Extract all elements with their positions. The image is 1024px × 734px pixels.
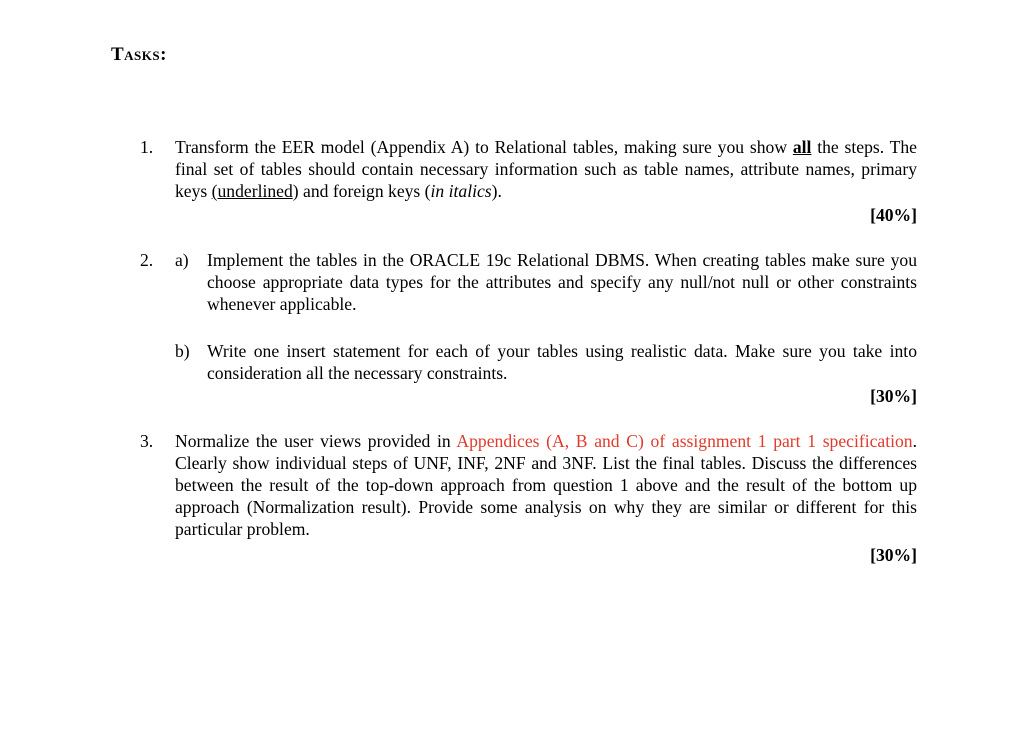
task-weight: [30%] (870, 545, 917, 565)
task-number: 2. (140, 250, 154, 270)
subtask-label: a) (175, 250, 189, 270)
task-number: 1. (140, 137, 154, 157)
page-title: Tasks: (111, 44, 167, 65)
task-text: ) and foreign keys ( (292, 181, 431, 201)
task-body (175, 136, 917, 202)
task-text: ). (491, 181, 502, 201)
task-body (175, 430, 917, 540)
emphasis-text: all (792, 137, 812, 157)
task-text: the steps. The final set of tables should contain necessary information such as table names, attribute names, primary keys (175, 137, 917, 201)
task-weight: [30%] (870, 386, 917, 406)
subtask-body: Write one insert statement for each of your tables using realistic data. Make sure you take into consideration all the necessary constraints. (207, 341, 917, 383)
task-text: Transform the EER model (Appendix A) to Relational tables, making sure you show (175, 137, 793, 157)
task-text: . Clearly show individual steps of UNF, INF, 2NF and 3NF. List the final tables. Discuss the differences between the result of the top-down approach from question 1 above and the result of the bottom up approach (Normalization result). Provide some analysis on why they are similar or different for this particular problem. (175, 431, 917, 539)
task-text: Normalize the user views provided in (175, 431, 457, 451)
task-weight: [40%] (870, 205, 917, 225)
subtask-body: Implement the tables in the ORACLE 19c Relational DBMS. When creating tables make sure you choose appropriate data types for the attributes and specify any null/not null or other constraints whenever applicable. (207, 250, 917, 314)
appendix-reference: Appendices (A, B and C) of assignment 1 part 1 specification (456, 431, 913, 451)
subtask-label: b) (175, 341, 190, 361)
task-number: 3. (140, 431, 154, 451)
italic-text: in italics (430, 181, 492, 201)
underlined-text: (underlined (211, 181, 293, 201)
